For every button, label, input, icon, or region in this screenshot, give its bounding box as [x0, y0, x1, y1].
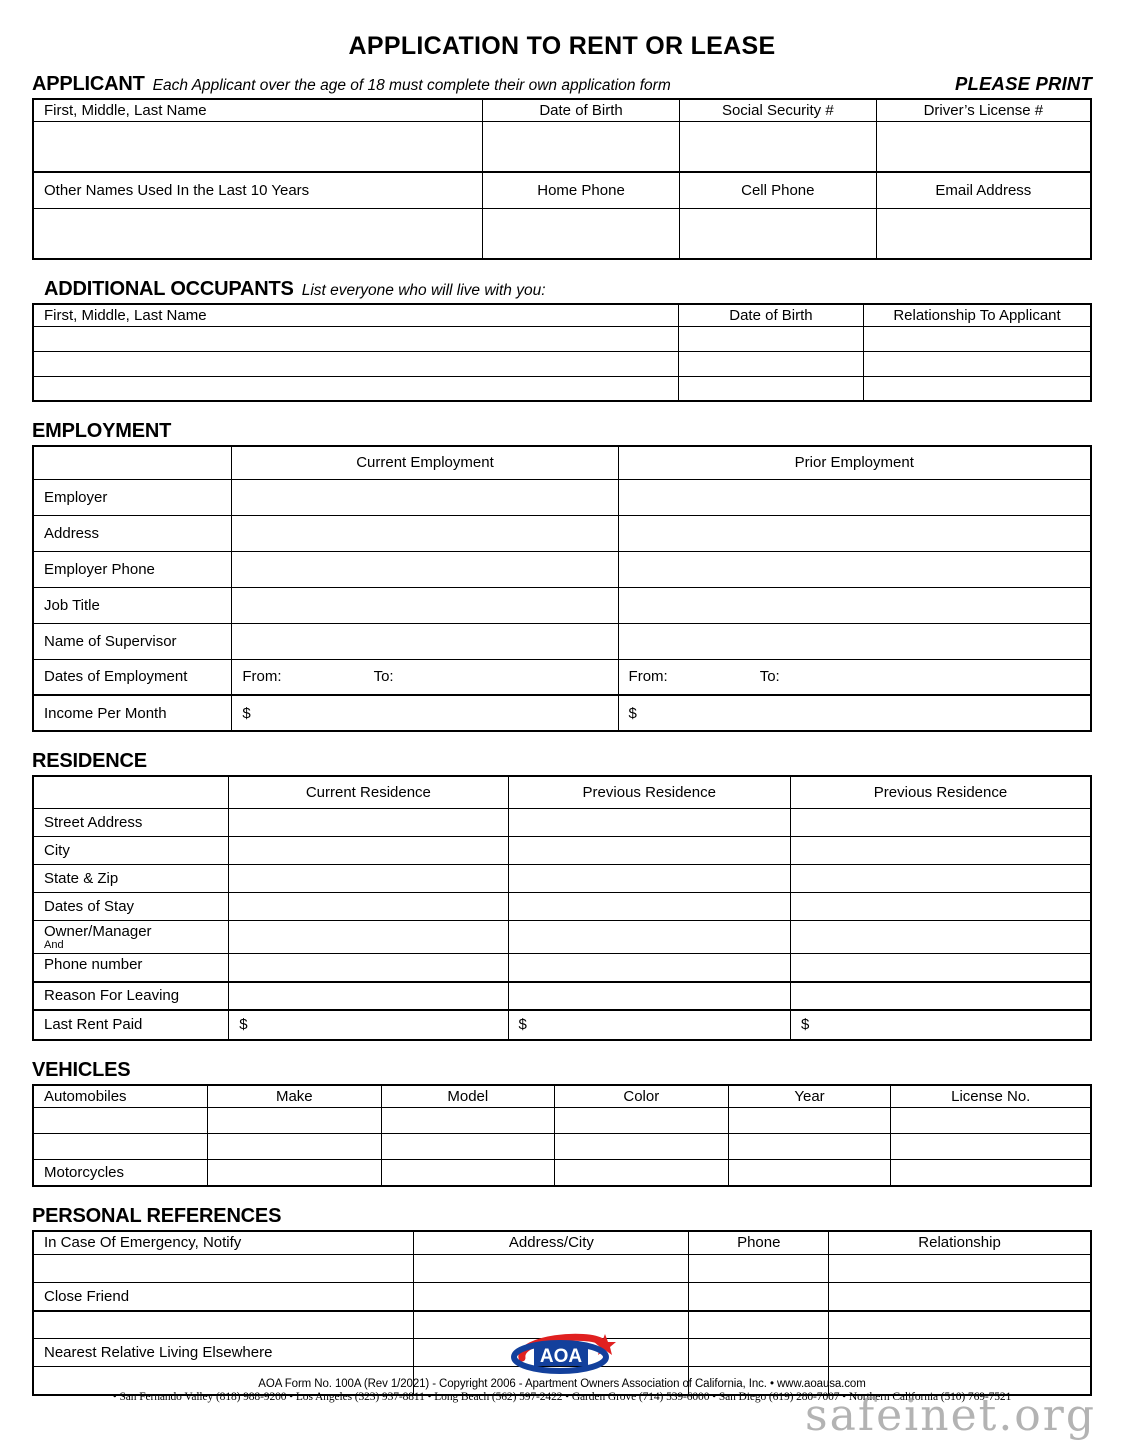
applicant-cell-phone-header: Cell Phone [679, 172, 876, 209]
residence-header-row [33, 776, 1091, 808]
motorcycle-make-field[interactable] [208, 1160, 382, 1186]
employment-current-supervisor-field[interactable] [232, 623, 618, 659]
applicant-other-names-field[interactable] [33, 209, 483, 259]
references-row-label-nearest-relative: Nearest Relative Living Elsewhere [33, 1339, 414, 1367]
employment-prior-header: Prior Employment [618, 446, 1091, 479]
applicant-input-row-1 [33, 122, 1091, 172]
occupants-header-row [33, 304, 1091, 327]
table-row [33, 515, 1091, 551]
table-row [33, 982, 1091, 1010]
employment-current-income-field[interactable] [232, 695, 618, 731]
table-row [33, 479, 1091, 515]
employment-label-address: Address [33, 515, 232, 551]
motorcycle-year-field[interactable] [728, 1160, 891, 1186]
residence-previous1-rent-field[interactable] [508, 1010, 790, 1040]
residence-previous1-city-field[interactable] [508, 836, 790, 864]
references-col-phone-header: Phone [689, 1231, 829, 1255]
dollar-sign: $ [242, 704, 251, 722]
table-row [33, 376, 1091, 401]
employment-prior-phone-field[interactable] [618, 551, 1091, 587]
residence-previous2-header: Previous Residence [791, 776, 1092, 808]
residence-current-dates-field[interactable] [229, 892, 508, 920]
applicant-dob-field[interactable] [483, 122, 680, 172]
vehicles-header-row [33, 1085, 1091, 1108]
occupant-name-field[interactable] [33, 326, 678, 351]
personal-references-section-header [32, 1205, 1092, 1228]
occupant-name-field[interactable] [33, 351, 678, 376]
occupant-dob-field[interactable] [678, 376, 863, 401]
residence-current-owner-field[interactable] [229, 920, 508, 954]
references-row-label-1 [33, 1255, 414, 1283]
applicant-ssn-field[interactable] [679, 122, 876, 172]
to-label: To: [373, 668, 394, 686]
vehicles-row-label-motorcycles: Motorcycles [33, 1160, 208, 1186]
employment-current-address-field[interactable] [232, 515, 618, 551]
residence-previous1-state-zip-field[interactable] [508, 864, 790, 892]
applicant-dl-field[interactable] [876, 122, 1091, 172]
additional-occupants-heading: ADDITIONAL OCCUPANTS [44, 277, 294, 300]
to-label: To: [759, 668, 780, 686]
employment-prior-address-field[interactable] [618, 515, 1091, 551]
applicant-heading: APPLICANT [32, 73, 145, 95]
residence-previous1-street-field[interactable] [508, 808, 790, 836]
table-row [33, 351, 1091, 376]
residence-label-city: City [33, 836, 229, 864]
residence-previous1-phone-field[interactable] [508, 954, 790, 982]
reference-address-field[interactable] [414, 1283, 689, 1311]
applicant-email-field[interactable] [876, 209, 1091, 259]
references-col-emergency-header: In Case Of Emergency, Notify [33, 1231, 414, 1255]
vehicles-row-label-2 [33, 1134, 208, 1160]
residence-current-state-zip-field[interactable] [229, 864, 508, 892]
residence-table [32, 775, 1092, 1041]
applicant-input-row-2 [33, 209, 1091, 259]
references-row-label-close-friend: Close Friend [33, 1283, 414, 1311]
residence-current-rent-field[interactable] [229, 1010, 508, 1040]
employment-label-dates: Dates of Employment [33, 659, 232, 695]
table-row [33, 1283, 1091, 1311]
residence-previous1-header: Previous Residence [508, 776, 790, 808]
vehicle-year-field[interactable] [728, 1134, 891, 1160]
residence-previous2-street-field[interactable] [791, 808, 1092, 836]
residence-previous1-owner-field[interactable] [508, 920, 790, 954]
personal-references-heading: PERSONAL REFERENCES [32, 1204, 282, 1227]
applicant-cell-phone-field[interactable] [679, 209, 876, 259]
residence-previous2-state-zip-field[interactable] [791, 864, 1092, 892]
residence-previous2-phone-field[interactable] [791, 954, 1092, 982]
occupants-col-name-header: First, Middle, Last Name [33, 304, 678, 327]
vehicles-col-license-header: License No. [891, 1085, 1091, 1108]
applicant-name-field[interactable] [33, 122, 483, 172]
applicant-email-header: Email Address [876, 172, 1091, 209]
residence-label-dates-of-stay: Dates of Stay [33, 892, 229, 920]
footer-form-line: AOA Form No. 100A (Rev 1/2021) - Copyright 2006 - Apartment Owners Association of California, Inc. • www.aoausa.com [258, 1378, 866, 1390]
reference-relationship-field[interactable] [829, 1255, 1091, 1283]
occupant-dob-field[interactable] [678, 326, 863, 351]
table-row [33, 1134, 1091, 1160]
employment-current-header: Current Employment [232, 446, 618, 479]
table-row [33, 1160, 1091, 1186]
employment-current-dates-field[interactable] [232, 659, 618, 695]
vehicles-col-year-header: Year [728, 1085, 891, 1108]
employment-table [32, 445, 1092, 732]
vehicle-model-field[interactable] [381, 1108, 555, 1134]
applicant-note: Each Applicant over the age of 18 must complete their own application form [152, 77, 671, 94]
residence-corner-cell [33, 776, 229, 808]
table-row [33, 326, 1091, 351]
vehicle-color-field[interactable] [555, 1134, 729, 1160]
residence-label-state-zip: State & Zip [33, 864, 229, 892]
residence-label-owner-manager [33, 920, 229, 954]
residence-previous1-dates-field[interactable] [508, 892, 790, 920]
vehicle-make-field[interactable] [208, 1134, 382, 1160]
applicant-table [32, 98, 1092, 260]
table-row [33, 551, 1091, 587]
employment-corner-cell [33, 446, 232, 479]
table-row-owner-manager [33, 920, 1091, 954]
vehicles-col-color-header: Color [555, 1085, 729, 1108]
employment-prior-job-title-field[interactable] [618, 587, 1091, 623]
table-row-phone-number [33, 954, 1091, 982]
references-header-row [33, 1231, 1091, 1255]
dollar-sign: $ [801, 1016, 810, 1034]
residence-previous2-reason-field[interactable] [791, 982, 1092, 1010]
applicant-home-phone-header: Home Phone [483, 172, 680, 209]
employment-label-supervisor: Name of Supervisor [33, 623, 232, 659]
table-row [33, 695, 1091, 731]
motorcycle-license-field[interactable] [891, 1160, 1091, 1186]
reference-address-field[interactable] [414, 1255, 689, 1283]
employment-label-income: Income Per Month [33, 695, 232, 731]
dollar-sign: $ [239, 1016, 248, 1034]
motorcycle-color-field[interactable] [555, 1160, 729, 1186]
employment-current-employer-field[interactable] [232, 479, 618, 515]
employment-prior-supervisor-field[interactable] [618, 623, 1091, 659]
occupants-col-dob-header: Date of Birth [678, 304, 863, 327]
residence-current-header: Current Residence [229, 776, 508, 808]
dollar-sign: $ [628, 704, 637, 722]
dollar-sign: $ [518, 1016, 527, 1034]
occupant-relationship-field[interactable] [864, 376, 1091, 401]
applicant-home-phone-field[interactable] [483, 209, 680, 259]
employment-header-row [33, 446, 1091, 479]
employment-section-header [32, 420, 1092, 443]
additional-occupants-note: List everyone who will live with you: [301, 281, 546, 299]
please-print-label: PLEASE PRINT [954, 73, 1092, 94]
vehicles-heading: VEHICLES [32, 1058, 131, 1081]
applicant-header-row-1 [33, 99, 1091, 122]
residence-previous2-city-field[interactable] [791, 836, 1092, 864]
vehicle-license-field[interactable] [891, 1108, 1091, 1134]
vehicles-col-model-header: Model [381, 1085, 555, 1108]
from-label: From: [242, 668, 282, 686]
from-label: From: [628, 668, 668, 686]
residence-current-phone-field[interactable] [229, 954, 508, 982]
employment-current-phone-field[interactable] [232, 551, 618, 587]
vehicles-row-label-1 [33, 1108, 208, 1134]
aoa-logo-icon [502, 1332, 622, 1376]
vehicle-make-field[interactable] [208, 1108, 382, 1134]
employment-label-phone: Employer Phone [33, 551, 232, 587]
residence-previous1-reason-field[interactable] [508, 982, 790, 1010]
reference-relationship-field[interactable] [829, 1283, 1091, 1311]
owner-manager-and-text: And [44, 938, 64, 951]
table-row [33, 892, 1091, 920]
references-col-address-header: Address/City [414, 1231, 689, 1255]
residence-label-last-rent: Last Rent Paid [33, 1010, 229, 1040]
additional-occupants-table [32, 303, 1092, 403]
vehicles-col-make-header: Make [208, 1085, 382, 1108]
vehicle-color-field[interactable] [555, 1108, 729, 1134]
vehicles-table [32, 1084, 1092, 1187]
residence-previous2-dates-field[interactable] [791, 892, 1092, 920]
table-row [33, 659, 1091, 695]
applicant-header-row-2 [33, 172, 1091, 209]
applicant-section-header [32, 73, 1092, 96]
table-row [33, 587, 1091, 623]
page-title: APPLICATION TO RENT OR LEASE [348, 32, 776, 60]
employment-prior-employer-field[interactable] [618, 479, 1091, 515]
applicant-col-ssn-header: Social Security # [679, 99, 876, 122]
employment-label-employer: Employer [33, 479, 232, 515]
occupant-relationship-field[interactable] [864, 351, 1091, 376]
employment-current-job-title-field[interactable] [232, 587, 618, 623]
aoa-logo-text: AOA [539, 1346, 583, 1367]
employment-prior-dates-field[interactable] [618, 659, 1091, 695]
motorcycle-model-field[interactable] [381, 1160, 555, 1186]
table-row [33, 1108, 1091, 1134]
applicant-col-name-header: First, Middle, Last Name [33, 99, 483, 122]
applicant-col-dob-header: Date of Birth [483, 99, 680, 122]
owner-manager-text: Owner/Manager [44, 922, 152, 940]
reference-phone-field[interactable] [689, 1283, 829, 1311]
table-row [33, 808, 1091, 836]
references-col-relationship-header: Relationship [829, 1231, 1091, 1255]
vehicles-col-automobiles-header: Automobiles [33, 1085, 208, 1108]
residence-current-street-field[interactable] [229, 808, 508, 836]
vehicle-year-field[interactable] [728, 1108, 891, 1134]
occupant-name-field[interactable] [33, 376, 678, 401]
vehicle-license-field[interactable] [891, 1134, 1091, 1160]
residence-label-street: Street Address [33, 808, 229, 836]
additional-occupants-section-header [32, 278, 1092, 301]
vehicle-model-field[interactable] [381, 1134, 555, 1160]
residence-current-reason-field[interactable] [229, 982, 508, 1010]
residence-label-phone-number: Phone number [33, 954, 229, 982]
employment-prior-income-field[interactable] [618, 695, 1091, 731]
table-row [33, 623, 1091, 659]
residence-heading: RESIDENCE [32, 750, 147, 772]
occupant-dob-field[interactable] [678, 351, 863, 376]
occupants-col-relationship-header: Relationship To Applicant [864, 304, 1091, 327]
employment-heading: EMPLOYMENT [32, 420, 172, 442]
table-row [33, 1255, 1091, 1283]
residence-section-header [32, 750, 1092, 773]
watermark: safeinet.org [805, 1390, 1096, 1441]
vehicles-section-header [32, 1059, 1092, 1082]
residence-current-city-field[interactable] [229, 836, 508, 864]
reference-phone-field[interactable] [689, 1255, 829, 1283]
residence-label-reason-leaving: Reason For Leaving [33, 982, 229, 1010]
employment-label-job-title: Job Title [33, 587, 232, 623]
residence-previous2-owner-field[interactable] [791, 920, 1092, 954]
table-row [33, 836, 1091, 864]
applicant-other-names-header: Other Names Used In the Last 10 Years [33, 172, 483, 209]
residence-previous2-rent-field[interactable] [791, 1010, 1092, 1040]
aoa-logo [0, 1332, 1124, 1376]
table-row [33, 864, 1091, 892]
applicant-col-dl-header: Driver’s License # [876, 99, 1091, 122]
occupant-relationship-field[interactable] [864, 326, 1091, 351]
footer-offices-line: • San Fernando Valley (818) 988-9200 • Los Angeles (323) 937-8811 • Long Beach (562) 597-2422 • Garden Grove (714) 539-6000 • San Diego (619) 280-7007 • Northern California (510) 769-7521 [112, 1391, 1012, 1403]
table-row [33, 1010, 1091, 1040]
